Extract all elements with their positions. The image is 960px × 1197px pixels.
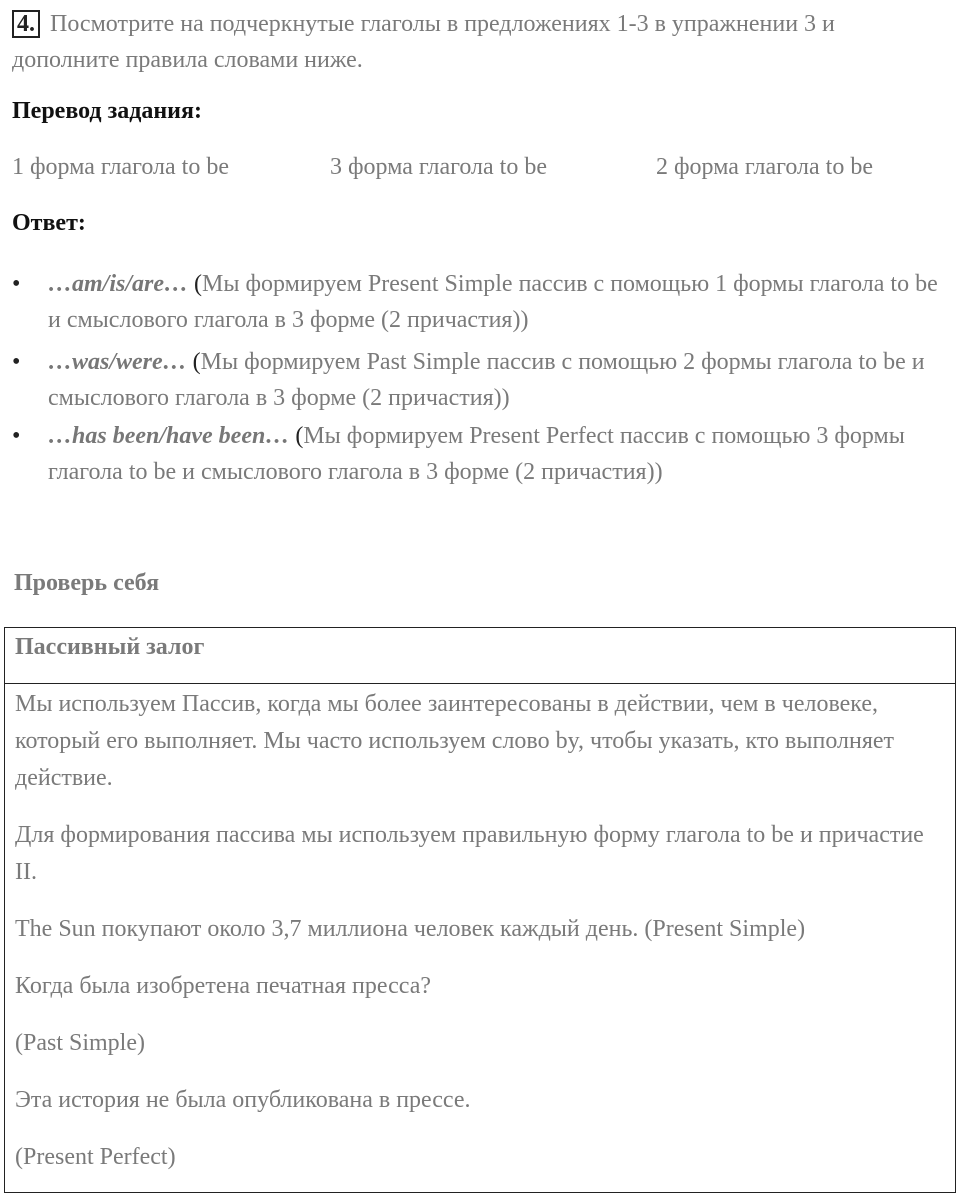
answer-text: …was/were… [48,349,187,375]
list-item [12,266,952,338]
list-item [12,418,952,490]
word-option: 1 форма глагола to be [12,154,229,180]
list-item [12,344,952,416]
theory-paragraph: Когда была изобретена печатная пресса? [15,973,431,999]
answer-explanation: Мы формируем Present Perfect пассив с помощью 3 формы глагола to be и смыслового глагола в 3 форме (2 причастия)) [48,423,905,485]
bullet-icon: • [12,349,21,375]
bullet-icon: • [12,271,21,297]
paren: ( [289,423,304,449]
theory-paragraph: Для формирования пассива мы используем правильную форму глагола to be и причастие II. [15,822,924,885]
theory-paragraph: Эта история не была опубликована в прессе. [15,1087,471,1113]
theory-body [5,684,955,1176]
translation-heading: Перевод задания: [12,98,202,124]
theory-paragraph: (Present Perfect) [15,1144,176,1170]
answer-explanation: Мы формируем Past Simple пассив с помощью 2 формы глагола to be и смыслового глагола в 3 форме (2 причастия)) [48,349,925,411]
task-text: Посмотрите на подчеркнутые глаголы в предложениях 1-3 в упражнении 3 и дополните правила словами ниже. [12,11,835,73]
answer-explanation: Мы формируем Present Simple пассив с помощью 1 формы глагола to be и смыслового глагола в 3 форме (2 причастия)) [48,271,938,333]
answer-text: …has been/have been… [48,423,290,449]
paren: ( [186,349,201,375]
bullet-icon: • [12,423,21,449]
theory-title: Пассивный залог [5,628,955,684]
task-number: 4. [12,10,40,38]
answer-text: …am/is/are… [48,271,189,297]
theory-box [4,627,956,1193]
theory-paragraph: Мы используем Пассив, когда мы более заинтересованы в действии, чем в человеке, который его выполняет. Мы часто используем слово by, чтобы указать, кто выполняет действие. [15,691,895,791]
theory-paragraph: The Sun покупают около 3,7 миллиона человек каждый день. (Present Simple) [15,916,806,942]
word-option: 2 форма глагола to be [656,154,873,180]
paren: ( [188,271,203,297]
answer-list [12,266,952,490]
word-option: 3 форма глагола to be [330,154,547,180]
task-statement [12,6,947,78]
answer-heading: Ответ: [12,210,86,236]
theory-paragraph: (Past Simple) [15,1030,145,1056]
check-heading: Проверь себя [14,570,160,596]
